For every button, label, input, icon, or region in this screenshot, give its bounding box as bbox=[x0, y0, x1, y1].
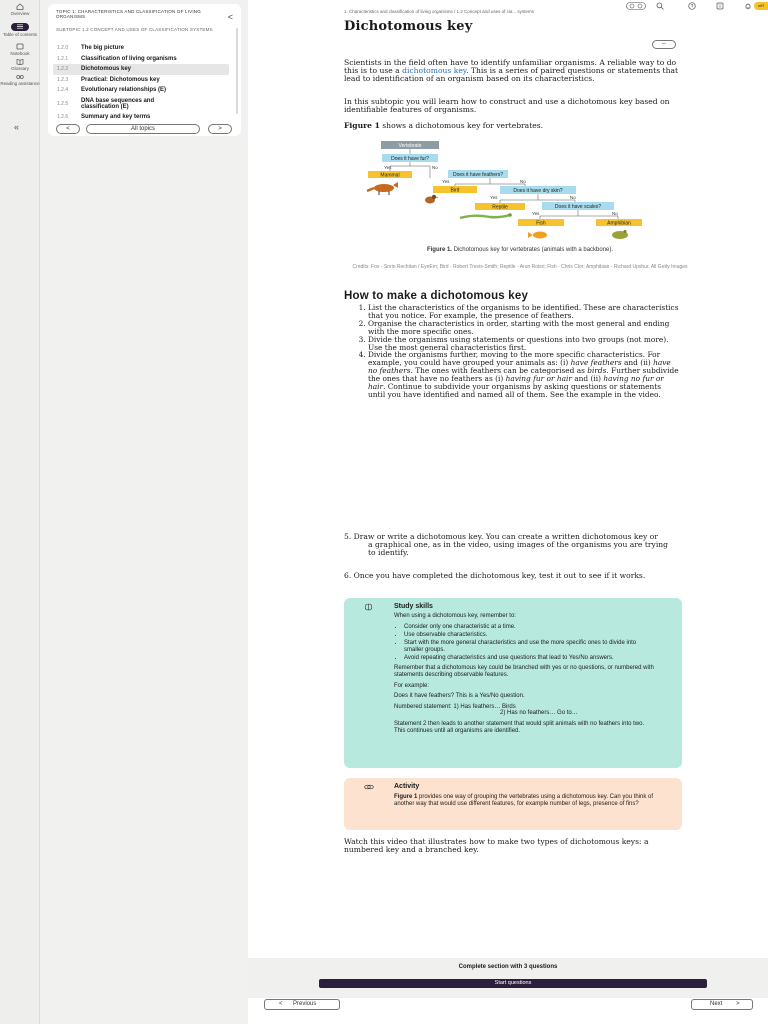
study-example-line: 2) Has no feathers… Go to… bbox=[500, 710, 578, 717]
step-text: and (ii) bbox=[571, 374, 604, 384]
all-topics-button[interactable]: All topics bbox=[86, 124, 200, 134]
figure-ref-text: shows a dichotomous key for vertebrates. bbox=[379, 121, 544, 130]
step-text: . Continue to subdivide your organisms by asking questions or statements until you have identified and named all of them. See the example in the video. bbox=[368, 382, 662, 399]
link-icon bbox=[364, 783, 374, 791]
key-root-label: Vertebrate bbox=[398, 143, 422, 150]
figure-caption bbox=[360, 247, 680, 255]
step-emph: have feathers bbox=[570, 358, 622, 368]
step-5-line: 5. Draw or write a dichotomous key. You can create a written dichotomous key or bbox=[344, 532, 658, 541]
toc-card bbox=[48, 4, 241, 136]
rail-label: Table of contents bbox=[2, 32, 38, 37]
toc-item[interactable] bbox=[53, 43, 229, 54]
main-content bbox=[248, 0, 768, 1024]
toc-item-label: Classification of living organisms bbox=[81, 55, 177, 62]
section-heading: How to make a dichotomous key bbox=[344, 290, 529, 302]
home-icon bbox=[16, 3, 24, 10]
rail-label: Overview bbox=[10, 11, 30, 16]
video-intro: Watch this video that illustrates how to make two types of dichotomous keys: a numbered key and a branched key. bbox=[344, 837, 649, 855]
objective-paragraph: In this subtopic you will learn how to construct and use a dichotomous key based on identifiable features of organisms. bbox=[344, 97, 670, 115]
rail-glossary[interactable] bbox=[0, 58, 40, 71]
toc-item-number: 1.2.5 bbox=[57, 100, 69, 107]
step-5-line: a graphical one, as in the video, using images of the organisms you are trying bbox=[368, 540, 668, 550]
step-emph: birds bbox=[587, 366, 607, 376]
study-remember: Remember that a dichotomous key could be branched with yes or no questions, or numbered with statements describing observable features. bbox=[394, 665, 654, 678]
study-intro: When using a dichotomous key, remember to: bbox=[394, 613, 516, 619]
steps-list bbox=[368, 304, 680, 399]
toc-item[interactable] bbox=[53, 85, 229, 96]
key-no: No bbox=[570, 195, 576, 200]
toc-topic-title: TOPIC 1: CHARACTERISTICS AND CLASSIFICATION OF LIVING ORGANISMS bbox=[56, 9, 201, 19]
toc-item-number: 1.2.3 bbox=[57, 76, 69, 83]
toc-item-active[interactable] bbox=[53, 64, 229, 75]
step-emph: have no feathers bbox=[368, 358, 671, 376]
key-question-4: Does it have scales? bbox=[554, 204, 602, 210]
step-emph: having no fur or hair bbox=[368, 374, 664, 392]
complete-section-label: Complete section with 3 questions bbox=[458, 964, 558, 970]
rail-table-of-contents[interactable] bbox=[0, 23, 40, 37]
study-skills-title: Study skills bbox=[394, 603, 433, 610]
bird-image bbox=[425, 195, 438, 204]
glasses-icon bbox=[16, 73, 24, 80]
step-text: . Further subdivide the ones that have no feathers as (i) bbox=[368, 366, 679, 384]
next-button[interactable] bbox=[691, 999, 753, 1010]
figure-caption-bold: Figure 1. bbox=[426, 247, 452, 253]
previous-label: Previous bbox=[293, 1001, 317, 1007]
toc-item[interactable] bbox=[53, 96, 229, 112]
step-text: and (ii) bbox=[621, 358, 654, 368]
key-yes: Yes bbox=[490, 195, 498, 200]
figure-credits: Credits: Fox - Sorin Rechitan / EyeEm; Bird - Robert Trevis-Smith; Reptile - Arun Roisri; Fish - Chris Clor; Amphibian - Richard Upshur. All Getty Images bbox=[352, 264, 688, 270]
toc-item-label: DNA base sequences and classification (E) bbox=[81, 97, 155, 110]
rail-label: Notebook bbox=[10, 51, 30, 56]
toc-next-button[interactable]: > bbox=[208, 124, 232, 134]
key-question-2: Does it have feathers? bbox=[452, 172, 504, 178]
key-question-1: Does it have fur? bbox=[391, 156, 429, 162]
study-example-1: Does it have feathers? This is a Yes/No question. bbox=[394, 693, 525, 700]
chevron-right-icon: > bbox=[736, 1001, 740, 1007]
frog-image bbox=[612, 230, 628, 239]
step-3: 3. Divide the organisms using statements or questions into two groups (not more). Use the most general characteristics first. bbox=[368, 336, 680, 352]
toc-item-label: Dichotomous key bbox=[81, 66, 132, 73]
study-skills-callout bbox=[344, 598, 682, 768]
toc-item-number: 1.2.4 bbox=[57, 87, 69, 94]
share-button[interactable]: ⇔ bbox=[652, 40, 676, 49]
key-answer-amphibian: Amphibian bbox=[607, 220, 631, 227]
figure-reference bbox=[344, 122, 680, 130]
step-5-line: to identify. bbox=[368, 548, 409, 558]
breadcrumb[interactable]: 1. Characteristics and classification of living organisms / 1.2 Concept and uses of cla... systems bbox=[344, 9, 534, 14]
lizard-image bbox=[460, 213, 512, 218]
toc-item-number: 1.2.0 bbox=[57, 45, 69, 52]
activity-text: provides one way of grouping the vertebrates using a dichotomous key. Can you think of another way that would use different features, for example number of legs, presence of fins? bbox=[394, 794, 654, 807]
notebook-icon bbox=[16, 43, 24, 50]
page-title: Dichotomous key bbox=[344, 19, 473, 34]
left-rail bbox=[0, 0, 40, 1024]
toc-item-number: 1.2.1 bbox=[57, 55, 69, 62]
key-answer-mammal: Mammal bbox=[380, 172, 400, 179]
toc-item-number: 1.2.2 bbox=[57, 66, 69, 73]
key-answer-bird: Bird bbox=[450, 187, 460, 194]
key-question-3: Does it have dry skin? bbox=[513, 188, 563, 194]
toc-scrollbar[interactable] bbox=[236, 28, 238, 114]
intro-text: . This is a series of paired questions or statements that lead to identification of an organism based on its characteristics. bbox=[344, 66, 679, 84]
toc-back-button[interactable]: < bbox=[227, 12, 233, 22]
dichotomous-key-diagram bbox=[360, 138, 680, 246]
figure-caption-text: Dichotomous key for vertebrates (animals with a backbone). bbox=[451, 247, 614, 253]
rail-overview[interactable] bbox=[0, 3, 40, 16]
toc-nav bbox=[56, 124, 233, 134]
user-avatar-badge[interactable]: mR bbox=[754, 2, 768, 10]
key-yes: Yes bbox=[384, 165, 392, 170]
glossary-link-dichotomous-key[interactable]: dichotomous key bbox=[402, 66, 467, 76]
chevron-left-icon: < bbox=[279, 1001, 283, 1007]
start-questions-button[interactable]: Start questions bbox=[319, 979, 707, 988]
study-bullets bbox=[404, 624, 656, 662]
toc-item[interactable] bbox=[53, 112, 229, 123]
step-2: 2. Organise the characteristics in order, starting with the most general and ending with the more specific ones. bbox=[368, 320, 680, 336]
toc-item-number: 1.2.6 bbox=[57, 113, 69, 120]
key-no: No bbox=[612, 211, 618, 216]
toc-item-label: The big picture bbox=[81, 45, 125, 52]
toc-item[interactable] bbox=[53, 54, 229, 65]
activity-title: Activity bbox=[394, 783, 420, 790]
toc-subtopic-title: SUBTOPIC 1.2 CONCEPT AND USES OF CLASSIFICATION SYSTEMS bbox=[56, 27, 213, 32]
activity-body bbox=[394, 794, 656, 807]
next-label: Next bbox=[710, 1001, 723, 1007]
study-closing: Statement 2 then leads to another statement that would split animals with no feathers into two. This continues until all organisms are identified. bbox=[394, 720, 645, 734]
study-example-line: Numbered statement: 1) Has feathers… Birds bbox=[394, 703, 516, 710]
activity-bold: Figure 1 bbox=[394, 794, 418, 800]
toc-list bbox=[53, 43, 229, 122]
key-no: No bbox=[432, 165, 438, 170]
list-icon bbox=[11, 23, 29, 31]
previous-button[interactable] bbox=[264, 999, 340, 1010]
rail-notebook[interactable] bbox=[0, 43, 40, 56]
step-6: 6. Once you have completed the dichotomous key, test it out to see if it works. bbox=[344, 571, 646, 580]
study-bullet: • Start with the more general characteristics and use the more specific ones to divide into smaller groups. bbox=[404, 640, 656, 653]
figure-ref-bold: Figure 1 bbox=[344, 121, 380, 130]
study-example-2 bbox=[394, 704, 656, 717]
toc-prev-button[interactable]: < bbox=[56, 124, 80, 134]
toc-item-label: Summary and key terms bbox=[81, 113, 151, 120]
toc-item[interactable] bbox=[53, 75, 229, 86]
fox-image bbox=[367, 182, 398, 195]
brain-icon bbox=[364, 603, 373, 611]
step-emph: having fur or hair bbox=[505, 374, 572, 384]
key-answer-reptile: Reptile bbox=[492, 204, 508, 211]
collapse-sidebar-button[interactable]: « bbox=[14, 122, 20, 132]
rail-reading-assistance[interactable] bbox=[0, 73, 40, 86]
study-bullet: • Consider only one characteristic at a time. bbox=[404, 624, 656, 631]
intro-paragraph bbox=[344, 59, 680, 84]
key-answer-fish: Fish bbox=[536, 220, 546, 227]
book-icon bbox=[16, 58, 24, 65]
step-text: . The ones with feathers can be categorised as bbox=[410, 366, 588, 376]
key-yes: Yes bbox=[442, 179, 450, 184]
toc-item-label: Practical: Dichotomous key bbox=[81, 76, 160, 83]
key-no: No bbox=[520, 179, 526, 184]
key-yes: Yes bbox=[532, 211, 540, 216]
fish-image bbox=[528, 232, 547, 239]
study-bullet: • Avoid repeating characteristics and use questions that lead to Yes/No answers. bbox=[404, 655, 656, 662]
intro-text: Scientists in the field often have to identify unfamiliar organisms. A reliable way to do this is to use a bbox=[344, 58, 677, 76]
step-4 bbox=[368, 351, 680, 398]
step-5 bbox=[344, 533, 684, 558]
rail-label: Glossary bbox=[11, 66, 29, 71]
rail-label: Reading assistance bbox=[0, 81, 40, 86]
toc-panel bbox=[40, 0, 248, 1024]
step-text: Divide the organisms further, moving to the more specific characteristics. For example, you could have grouped your animals as: (i) bbox=[368, 350, 661, 368]
study-for-example: For example: bbox=[394, 682, 430, 689]
toc-item-label: Evolutionary relationships (E) bbox=[81, 87, 167, 94]
study-skills-body bbox=[394, 613, 656, 738]
step-1: 1. List the characteristics of the organisms to be identified. These are characteristics that you notice. For example, the presence of feathers. bbox=[368, 304, 680, 320]
study-bullet: • Use observable characteristics. bbox=[404, 632, 656, 639]
activity-callout bbox=[344, 778, 682, 830]
